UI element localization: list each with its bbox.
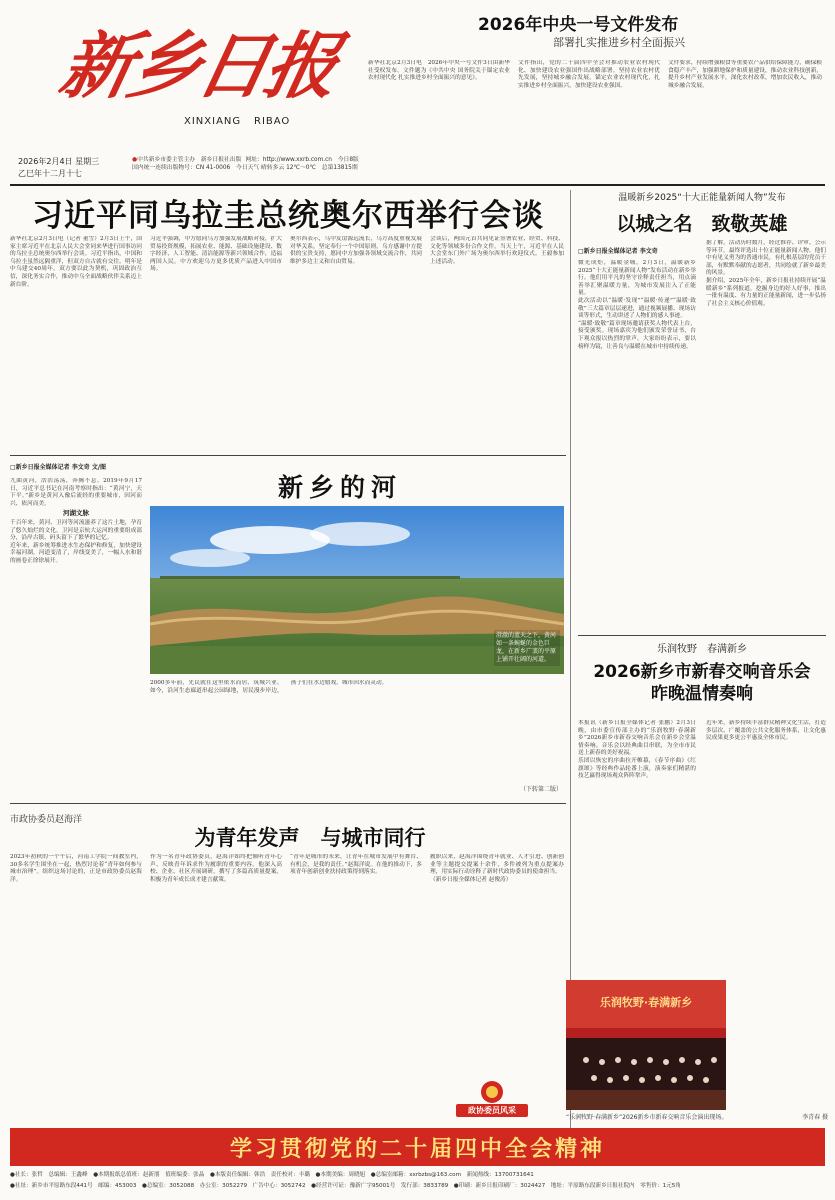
river-byline: □新乡日报全媒体记者 李文奇 文/图 xyxy=(10,464,107,471)
concert-stage-banner: 乐润牧野·春满新乡 xyxy=(599,996,693,1009)
top-story xyxy=(368,8,826,182)
cppcc-col-3: “青年是城市的未来，让青年在城市发展中有舞台、有机会，是我的责任。”赵海洋说。在他的推动下，多项青年创新创业扶持政策得到落实。 xyxy=(290,854,422,876)
right-feature-kicker: 温暖新乡2025“十大正能量新闻人物”发布 xyxy=(618,193,786,203)
right-feature-byline: □新乡日报全媒体记者 李文奇 xyxy=(578,248,658,255)
top-story-col-3: 文件要求，持续增强粮食等重要农产品供给保障能力，确保粮食稳产丰产，加强耕地保护和质量建设，推动农业科技创新，提升乡村产业发展水平，深化农村改革，增加农民收入，推动城乡融合发展。 xyxy=(668,60,822,89)
concert-col-1: 本报讯（新乡日报全媒体记者 张鹏）2月3日晚，由市委宣传部主办的“乐润牧野·春满新乡”2026新乡市新春交响音乐会在新乡会堂温情奏响。音乐会以经典曲目串联，为全市市民送上新春的美好祝福。 乐团以恢宏的序曲拉开帷幕，《春节序曲》《红旗颂》等经典作品轮番上演，演奏家们精湛的技艺赢得现场观众阵阵掌声。 xyxy=(578,720,696,780)
right-feature-col-1: 微光成炬，温暖金城。2月3日，温暖新乡2025“十大正能量新闻人物”发布活动在新乡举行。他们用平凡的坚守诠释责任担当，用点滴善举汇聚温暖力量，为城市发展注入了正能量。 此次活动以“温暖·发现”“温暖·传递”“温暖·致敬”三大篇章层层递进，通过视频展播、现场访谈等形式，生动讲述了人物们的感人事迹。 “温暖·致敬”篇章现场邀请获奖人物代表上台，接受颁奖。现场嘉宾为他们颁发荣誉证书，台下观众报以热烈的掌声。大家纷纷表示，要以榜样为镜，让善良与温暖在城市中持续传递。 xyxy=(578,260,696,350)
theme-banner xyxy=(10,1128,825,1166)
top-story-col-2: 文件指出，党的二十届四中全会对推动农业农村现代化、加快建设农业强国作出战略部署。坚持农业农村优先发展，坚持城乡融合发展，锚定农业农村现代化，扎实推进乡村全面振兴，加快建设农业强国。 xyxy=(518,60,660,89)
masthead-issue: 总第13815期 xyxy=(321,165,358,171)
river-title: 新乡的河 xyxy=(277,473,402,502)
right-feature-title: 以城之名 致敬英雄 xyxy=(616,213,788,235)
masthead-date: 2026年2月4日 星期三 xyxy=(18,157,100,166)
top-story-subtitle: 部署扎实推进乡村全面振兴 xyxy=(553,36,685,49)
cppcc-col-1: 2023年初秋的一个午后，河南工学院一间教室内，30多名学生围坐在一起，热烈讨论着“青年如何参与城市治理”。组织这场讨论的，正是市政协委员赵海洋。 xyxy=(10,854,142,883)
footer xyxy=(10,1170,825,1198)
river-photo xyxy=(150,506,564,674)
masthead-logo: 新乡日报 xyxy=(53,23,344,108)
square-bullet-icon: □ xyxy=(10,464,16,471)
lead-bottom-rule xyxy=(10,455,566,456)
river-caption: 澄澈的蓝天之下，黄河如一条蜿蜒的金色巨龙，在新乡广袤的平原上铺开壮阔的河道。 xyxy=(494,630,560,666)
masthead-pinyin-left: XINXIANG xyxy=(184,116,242,127)
river-col-1: 九曲黄河，浩浩荡荡，奔腾不息。2019年9月17日，习近平总书记在河南考察时指出：“黄河宁，天下平。”新乡是黄河入豫后流经的重要城市，因河而兴、依河而美。 河湖文脉 千百年来，黄河、卫河等河流滋养了这片土地，孕育了悠久灿烂的文化。卫河是京杭大运河的重要组成部分，沿岸古镇、码头留下了繁华的记忆。 近年来，新乡统筹推进水生态保护和修复，加快建设幸福河湖，河道变清了，岸线变美了，一幅人水和谐的画卷正徐徐展开。 xyxy=(10,478,142,564)
cppcc-badge-label: 政协委员风采 xyxy=(468,1106,516,1115)
concert-photo xyxy=(566,980,726,1110)
party-emblem-icon: ● xyxy=(132,157,138,163)
lead-col-3: 奥尔西表示，乌中友谊源远流长，乌方高度重视发展对华关系，坚定奉行一个中国原则。乌方感谢中方提供的宝贵支持，愿同中方加强各领域交流合作，共同维护多边主义和自由贸易。 xyxy=(290,236,422,265)
right-feature-col-2: 据了解，活动历时数月，经过推荐、评审、公示等环节，最终评选出十位正能量新闻人物。他们中有见义勇为的普通市民，有扎根基层的党员干部，有默默奉献的志愿者，共同绘就了新乡最美的风景。 据介绍，2025年全年，新乡日报社持续开展“温暖新乡”系列报道，挖掘身边的好人好事，推出一批有温度、有力量的正能量新闻，进一步弘扬了社会主义核心价值观。 xyxy=(706,240,826,307)
cppcc-col-4: 履职以来，赵海洋围绕青年就业、人才引进、创新创业等主题提交提案十余件，多件被列为重点提案办理，用实际行动诠释了新时代政协委员的使命担当。 （新乡日报全媒体记者 赵俊涛） xyxy=(430,854,564,883)
masthead-cn-code: 国内统一连续出版物号：CN 41-0006 xyxy=(132,165,231,171)
masthead xyxy=(12,4,362,182)
river-bottom-rule xyxy=(10,803,566,804)
lead-col-4: 会谈后，两国元首共同见证签署农业、经贸、科技、文化等领域多份合作文件。当天上午，习近平在人民大会堂东门外广场为奥尔西举行欢迎仪式。王毅参加上述活动。 xyxy=(430,236,564,265)
concert-stage-image xyxy=(566,980,726,1110)
top-story-title: 2026年中央一号文件发布 xyxy=(478,15,679,35)
river-feature xyxy=(10,460,566,800)
concert-kicker: 乐润牧野 春满新乡 xyxy=(657,644,747,655)
lead-title: 习近平同乌拉圭总统奥尔西举行会谈 xyxy=(32,198,544,234)
concert-photo-caption xyxy=(566,1112,828,1121)
river-subhead: 河湖文脉 xyxy=(63,509,89,518)
masthead-website: 网址：http://www.xxrb.com.cn 今日8版 xyxy=(245,157,359,163)
masthead-pinyin-right: RIBAO xyxy=(254,116,291,127)
footer-line-2: ●社址：新乡市平原路东段441号 邮编：453003 ●总编室：3052088 办公室：3052279 广告中心：3052742 ●经营许可证：豫新广字95001号 发行部：3833789 ●印刷：新乡日报印刷厂：3024427 地址：平原路东段新乡日报社院内 零售价：1元5角 xyxy=(10,1183,681,1189)
masthead-lunar: 乙巳年十二月十七 xyxy=(18,169,82,178)
lead-col-1: 新华社北京2月3日电（记者 董雪）2月3日上午，国家主席习近平在北京人民大会堂同来华进行国事访问的乌拉圭总统奥尔西举行会谈。习近平指出，中国和乌拉圭虽然远隔重洋，但双方自古就有交往。明年是中乌建交40周年。双方要以此为契机，巩固政治互信，深化务实合作，推动中乌全面战略伙伴关系迈上新台阶。 xyxy=(10,236,142,288)
lead-col-2: 习近平强调，中方愿同乌方加强发展战略对接，扩大贸易投资规模，拓展农业、能源、基础设施建设、数字经济、人工智能、清洁能源等新兴领域合作，造福两国人民。中方欢迎乌方更多优质产品进入中国市场。 xyxy=(150,236,282,273)
river-continued: （下转第二版） xyxy=(519,786,562,793)
concert-title: 2026新乡市新春交响音乐会昨晚温情奏响 xyxy=(593,662,811,704)
cppcc-story xyxy=(10,808,566,1126)
concert-col-2: 近年来，新乡持续丰富群众精神文化生活，打造多层次、广覆盖的公共文化服务体系，让文化惠民成果更多更公平惠及全体市民。 xyxy=(706,720,826,742)
cppcc-col-2: 作为一名青年政协委员，赵海洋始终把倾听青年心声、反映青年诉求作为履职的重要内容。他深入高校、企业、社区开展调研，撰写了多篇高质量提案，积极为青年成长成才建言献策。 xyxy=(150,854,282,883)
cppcc-kicker: 市政协委员赵海洋 xyxy=(10,815,83,825)
concert-caption-text: “乐润牧野·春满新乡”2026新乡市新春交响音乐会演出现场。 xyxy=(566,1114,728,1121)
theme-banner-text: 学习贯彻党的二十届四中全会精神 xyxy=(229,1136,605,1162)
top-story-col-1: 新华社北京2月3日电 2026年中央一号文件3日由新华社受权发布。文件题为《中共中央 国务院关于锚定农业农村现代化 扎实推进乡村全面振兴的意见》。 xyxy=(368,60,510,82)
cppcc-badge xyxy=(452,1078,532,1118)
cppcc-note: （新乡日报全媒体记者 赵俊涛） xyxy=(430,876,512,883)
header-divider xyxy=(10,184,825,186)
river-col-2: 2000多年前，先民就在这里依水而居、筑城兴业。如今，沿河生态廊道串起公园绿地，居民漫步岸边，孩子们在水边嬉戏，城市因水而灵动。 xyxy=(150,680,388,694)
cppcc-title: 为青年发声 与城市同行 xyxy=(194,826,426,850)
footer-line-1: ●社长：张哲 总编辑：王鑫峰 ●本期报纸总值班：赵新朋 值班编委：张晶 ●本版责任编辑：韩浩 责任校对：丰璐 ●本期美编：周晓旭 ●总编室邮箱：xxrbzbs@163.com 新闻热线：13700731641 xyxy=(10,1172,534,1178)
masthead-org: ●中共新乡市委主管主办 新乡日报社出版 网址：http://www.xxrb.com.cn 今日8版 xyxy=(132,157,359,163)
masthead-weather: 今日天气 晴转多云 12℃～0℃ xyxy=(236,165,316,171)
square-bullet-icon: □ xyxy=(578,248,584,255)
concert-photo-credit: 李青春 摄 xyxy=(802,1114,828,1121)
right-feature xyxy=(578,190,826,630)
lead-story xyxy=(10,190,566,452)
concert-top-rule xyxy=(578,635,826,636)
